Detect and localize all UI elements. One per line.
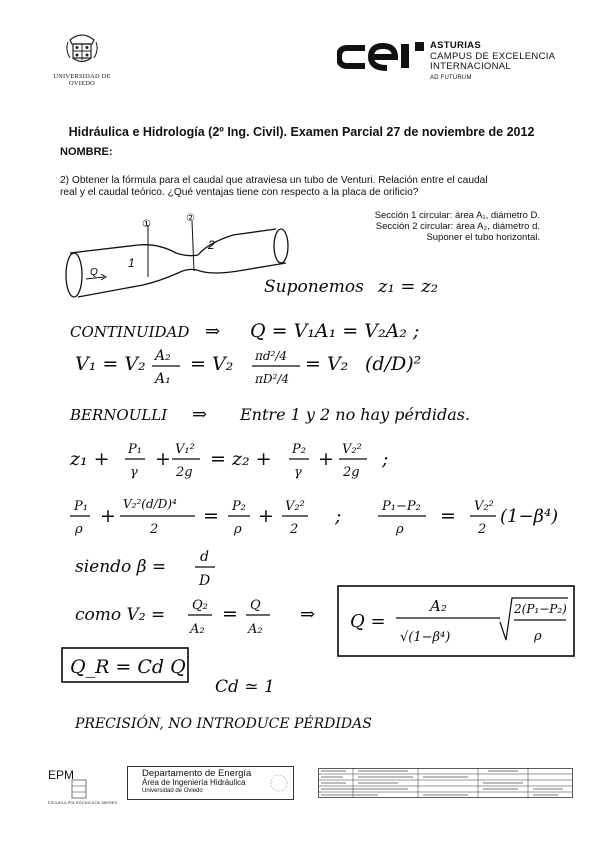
como-v2: como V₂ =: [75, 605, 166, 625]
b-gamma1: γ: [130, 465, 138, 480]
e-rho1: ρ: [75, 522, 83, 537]
university-name: UNIVERSIDAD DE OVIEDO: [53, 73, 111, 87]
b-plus2: +: [318, 448, 334, 470]
circle-area-den: πD²/4: [255, 372, 289, 386]
e-equals2: =: [440, 505, 456, 527]
v2-a2: A₂: [190, 622, 205, 637]
dept-line-1: Departamento de Energía: [142, 768, 252, 779]
cd-approx: Cd ≃ 1: [215, 677, 275, 697]
question-line-2: real y el caudal teórico. ¿Qué ventajas tiene con respecto a la placa de orificio?: [60, 186, 419, 198]
e-two1: 2: [150, 522, 159, 537]
area-ratio-den: A₁: [155, 371, 171, 387]
b-p2: P₂: [292, 442, 306, 457]
exam-info-table: [318, 768, 573, 798]
final-q: Q =: [350, 611, 386, 632]
section-2-note: Sección 2 circular: área A₂, diámetro d.: [375, 221, 540, 233]
e-v2d4: V₂²(d/D)⁴: [123, 497, 177, 511]
b-z2: = z₂ +: [210, 448, 272, 470]
v2-q2: Q₂: [192, 598, 208, 613]
epm-subtext: ESCUELA POLITÉCNICA DE MIERES: [48, 800, 118, 805]
area-ratio-num: A₂: [155, 348, 171, 364]
v2-equals: =: [222, 603, 238, 625]
beta-den: D: [199, 573, 211, 589]
continuity-arrow: ⇒: [205, 321, 221, 342]
b-gamma2: γ: [294, 465, 302, 480]
real-flow-eq: Q_R = Cd Q: [70, 656, 186, 678]
no-losses-text: Entre 1 y 2 no hay pérdidas.: [240, 405, 471, 424]
advantages-text: PRECISIÓN, NO INTRODUCE PÉRDIDAS: [75, 716, 372, 732]
b-2g2: 2g: [343, 465, 360, 480]
continuity-eq: Q = V₁A₁ = V₂A₂ ;: [250, 320, 420, 342]
section-1-marker: ①: [142, 219, 151, 230]
beta-num: d: [200, 549, 209, 565]
e-plus1: +: [100, 505, 116, 527]
e-semicolon: ;: [335, 505, 342, 527]
question-line-1: 2) Obtener la fórmula para el caudal que atraviesa un tubo de Venturi. Relación entre el caudal: [60, 175, 488, 186]
e-equals1: =: [203, 505, 219, 527]
campus-line-1: ASTURIAS: [430, 40, 481, 51]
e-v2sq: V₂²: [285, 499, 305, 514]
bernoulli-label: BERNOULLI: [70, 406, 168, 424]
v1-eq-b: = V₂: [190, 353, 234, 375]
continuity-label: CONTINUIDAD: [70, 323, 190, 341]
e-two2: 2: [290, 522, 299, 537]
dept-line-3: Universidad de Oviedo: [142, 788, 203, 794]
v2-a2b: A₂: [248, 622, 263, 637]
circle-area-num: πd²/4: [255, 349, 288, 363]
name-label: NOMBRE:: [60, 146, 113, 158]
e-plus2: +: [258, 505, 274, 527]
assume-eq: z₁ = z₂: [378, 276, 438, 297]
v2-arrow: ⇒: [300, 604, 316, 625]
v1-eq-c: = V₂: [305, 353, 349, 375]
campus-line-2: CAMPUS DE EXCELENCIA: [430, 50, 556, 62]
b-v1sq: V₁²: [175, 442, 195, 457]
b-p1: P₁: [128, 442, 142, 457]
e-p2: P₂: [232, 499, 246, 514]
b-2g1: 2g: [176, 465, 193, 480]
final-a2: A₂: [430, 597, 447, 615]
campus-sub: AD FUTURUM: [430, 74, 472, 81]
e-p1: P₁: [74, 499, 88, 514]
beta-def: siendo β =: [75, 557, 167, 577]
exam-title: Hidráulica e Hidrología (2º Ing. Civil). Examen Parcial 27 de noviembre de 2012: [68, 125, 535, 139]
final-sqrt-den: √(1−β⁴): [400, 630, 451, 645]
e-two3: 2: [478, 522, 487, 537]
horizontal-note: Suponer el tubo horizontal.: [426, 232, 540, 244]
section-2-marker: ②: [186, 213, 195, 224]
e-beta-term: (1−β⁴): [500, 506, 559, 527]
e-rho3: ρ: [396, 522, 404, 537]
e-dp: P₁−P₂: [382, 499, 421, 514]
v2-q: Q: [250, 598, 261, 613]
section-1-note: Sección 1 circular: área A₁, diámetro D.: [374, 210, 540, 221]
b-plus1: +: [155, 448, 171, 470]
bernoulli-arrow: ⇒: [192, 404, 208, 425]
epm-emblem-icon: [70, 778, 110, 800]
b-v2sq: V₂²: [342, 442, 362, 457]
assume-text: Suponemos: [264, 277, 364, 297]
flow-label: Q: [90, 267, 98, 278]
point-1-label: 1: [128, 256, 135, 270]
e-rho2: ρ: [234, 522, 242, 537]
e-v2sq-b: V₂²: [474, 499, 494, 514]
b-z1: z₁ +: [70, 448, 110, 470]
dept-emblem-icon: [268, 772, 290, 794]
final-rho: ρ: [534, 629, 542, 644]
diam-ratio: (d/D)²: [365, 353, 422, 375]
point-2-label: 2: [208, 238, 215, 252]
epm-text: EPM: [48, 768, 75, 782]
campus-logo-text: ce: [345, 62, 347, 63]
campus-line-3: INTERNACIONAL: [430, 61, 511, 72]
b-semicolon: ;: [382, 448, 389, 470]
dept-line-2: Área de Ingeniería Hidráulica: [142, 778, 246, 787]
v1-eq-a: V₁ = V₂: [75, 353, 146, 375]
final-dp-num: 2(P₁−P₂): [514, 602, 567, 616]
